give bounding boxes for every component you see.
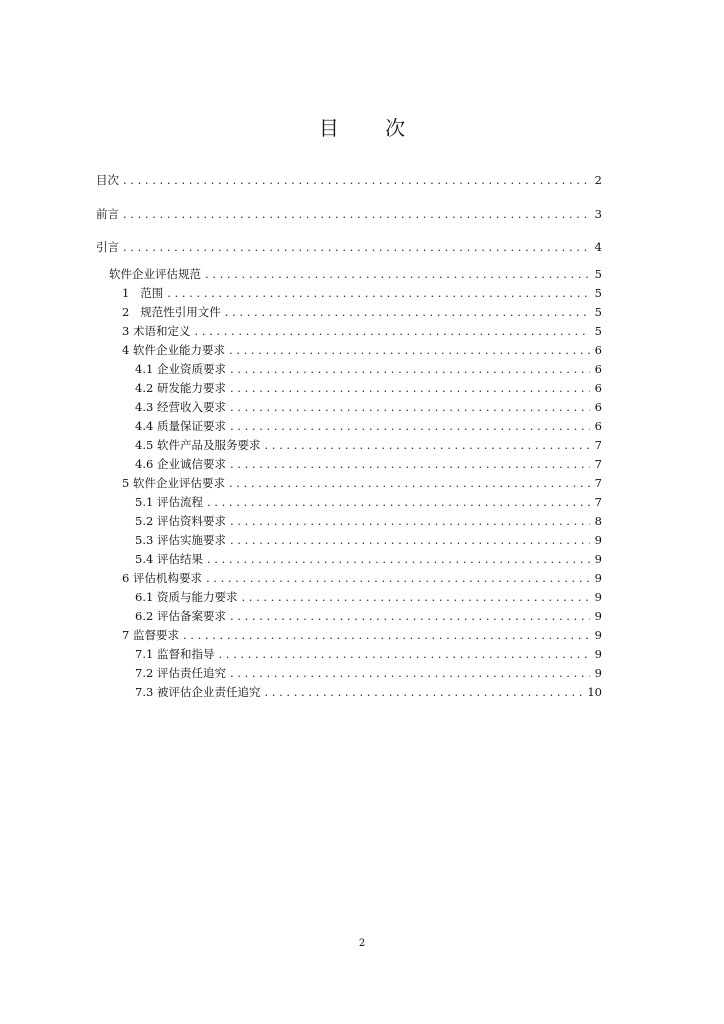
toc-entry-page: 7 xyxy=(594,438,602,452)
toc-entry-page: 9 xyxy=(594,533,602,547)
toc-entry-label: 4.4 质量保证要求 xyxy=(135,419,226,433)
toc-entry[interactable] xyxy=(122,304,602,320)
toc-leader-dots xyxy=(230,608,590,624)
toc-leader-dots xyxy=(230,513,590,529)
toc-entry-page: 5 xyxy=(594,286,602,300)
toc-leader-dots xyxy=(123,206,590,222)
toc-entry-label: 4.5 软件产品及服务要求 xyxy=(135,438,261,452)
toc-entry[interactable] xyxy=(135,532,602,548)
toc-leader-dots xyxy=(183,627,590,643)
toc-leader-dots xyxy=(207,551,590,567)
toc-leader-dots xyxy=(264,437,590,453)
toc-leader-dots xyxy=(230,456,590,472)
toc-entry-label: 4.6 企业诚信要求 xyxy=(135,457,226,471)
toc-entry-label: 4.1 企业资质要求 xyxy=(135,362,226,376)
toc-entry[interactable] xyxy=(135,646,602,662)
toc-entry-page: 6 xyxy=(594,419,602,433)
toc-entry[interactable] xyxy=(135,494,602,510)
toc-entry-page: 2 xyxy=(594,173,602,187)
toc-entry-label: 2 规范性引用文件 xyxy=(122,305,221,319)
toc-entry[interactable] xyxy=(135,418,602,434)
toc-entry-page: 9 xyxy=(594,666,602,680)
toc-entry-label: 引言 xyxy=(96,240,119,254)
toc-entry-page: 7 xyxy=(594,457,602,471)
toc-entry-page: 3 xyxy=(594,207,602,221)
toc-leader-dots xyxy=(241,589,590,605)
toc-entry-page: 9 xyxy=(594,590,602,604)
toc-entry-page: 9 xyxy=(594,628,602,642)
toc-entry-label: 7 监督要求 xyxy=(122,628,179,642)
toc-entry-label: 4.2 研发能力要求 xyxy=(135,381,226,395)
toc-entry-page: 7 xyxy=(594,476,602,490)
toc-entry[interactable] xyxy=(96,172,602,188)
toc-leader-dots xyxy=(123,239,590,255)
toc-leader-dots xyxy=(207,494,590,510)
toc-leader-dots xyxy=(230,418,590,434)
toc-entry-page: 10 xyxy=(587,685,602,699)
toc-entry[interactable] xyxy=(109,266,602,282)
toc-entry-page: 6 xyxy=(594,343,602,357)
toc-entry-label: 前言 xyxy=(96,207,119,221)
toc-entry-page: 4 xyxy=(594,240,602,254)
toc-entry[interactable] xyxy=(135,513,602,529)
toc-leader-dots xyxy=(229,475,590,491)
toc-leader-dots xyxy=(229,342,590,358)
toc-entry[interactable] xyxy=(122,285,602,301)
toc-entry[interactable] xyxy=(135,551,602,567)
toc-entry-page: 6 xyxy=(594,362,602,376)
toc-entry[interactable] xyxy=(122,323,602,339)
toc-entry-label: 软件企业评估规范 xyxy=(109,267,201,281)
toc-entry[interactable] xyxy=(135,608,602,624)
toc-entry-label: 5.1 评估流程 xyxy=(135,495,203,509)
toc-entry-label: 5 软件企业评估要求 xyxy=(122,476,225,490)
page-title: 目 次 xyxy=(318,116,426,140)
toc-entry-page: 9 xyxy=(594,552,602,566)
toc-entry-page: 6 xyxy=(594,381,602,395)
toc-entry-page: 9 xyxy=(594,609,602,623)
toc-leader-dots xyxy=(230,532,590,548)
toc-entry-label: 6.1 资质与能力要求 xyxy=(135,590,238,604)
toc-entry-label: 3 术语和定义 xyxy=(122,324,191,338)
toc-entry-page: 9 xyxy=(594,571,602,585)
toc-entry-label: 7.2 评估责任追究 xyxy=(135,666,226,680)
toc-entry-label: 6 评估机构要求 xyxy=(122,571,202,585)
toc-entry-label: 7.3 被评估企业责任追究 xyxy=(135,685,261,699)
toc-entry-label: 7.1 监督和指导 xyxy=(135,647,215,661)
toc-entry[interactable] xyxy=(96,239,602,255)
toc-entry-page: 8 xyxy=(594,514,602,528)
toc-entry-label: 目次 xyxy=(96,173,119,187)
toc-entry-label: 5.3 评估实施要求 xyxy=(135,533,226,547)
toc-leader-dots xyxy=(123,172,590,188)
toc-entry[interactable] xyxy=(122,570,602,586)
toc-leader-dots xyxy=(218,646,590,662)
toc-leader-dots xyxy=(230,665,590,681)
toc-entry-label: 5.4 评估结果 xyxy=(135,552,203,566)
toc-entry[interactable] xyxy=(122,342,602,358)
page-number: 2 xyxy=(358,938,366,949)
toc-entry[interactable] xyxy=(135,380,602,396)
toc-leader-dots xyxy=(205,266,590,282)
toc-leader-dots xyxy=(264,684,583,700)
toc-entry[interactable] xyxy=(135,399,602,415)
toc-entry[interactable] xyxy=(122,627,602,643)
toc-entry-page: 9 xyxy=(594,647,602,661)
toc-entry[interactable] xyxy=(122,475,602,491)
toc-entry-page: 7 xyxy=(594,495,602,509)
toc-entry-page: 5 xyxy=(594,324,602,338)
toc-entry[interactable] xyxy=(96,206,602,222)
toc-leader-dots xyxy=(225,304,590,320)
toc-leader-dots xyxy=(230,361,590,377)
toc-leader-dots xyxy=(194,323,590,339)
toc-entry[interactable] xyxy=(135,437,602,453)
toc-entry[interactable] xyxy=(135,456,602,472)
toc-entry[interactable] xyxy=(135,589,602,605)
toc-entry-page: 5 xyxy=(594,267,602,281)
toc-entry-label: 4 软件企业能力要求 xyxy=(122,343,225,357)
toc-leader-dots xyxy=(167,285,590,301)
toc-entry-label: 5.2 评估资料要求 xyxy=(135,514,226,528)
toc-entry-page: 6 xyxy=(594,400,602,414)
toc-entry[interactable] xyxy=(135,361,602,377)
toc-leader-dots xyxy=(206,570,590,586)
toc-entry-label: 6.2 评估备案要求 xyxy=(135,609,226,623)
toc-entry[interactable] xyxy=(135,684,602,700)
toc-entry-label: 1 范围 xyxy=(122,286,164,300)
toc-entry-page: 5 xyxy=(594,305,602,319)
toc-leader-dots xyxy=(230,399,590,415)
toc-entry[interactable] xyxy=(135,665,602,681)
toc-leader-dots xyxy=(230,380,590,396)
toc-entry-label: 4.3 经营收入要求 xyxy=(135,400,226,414)
